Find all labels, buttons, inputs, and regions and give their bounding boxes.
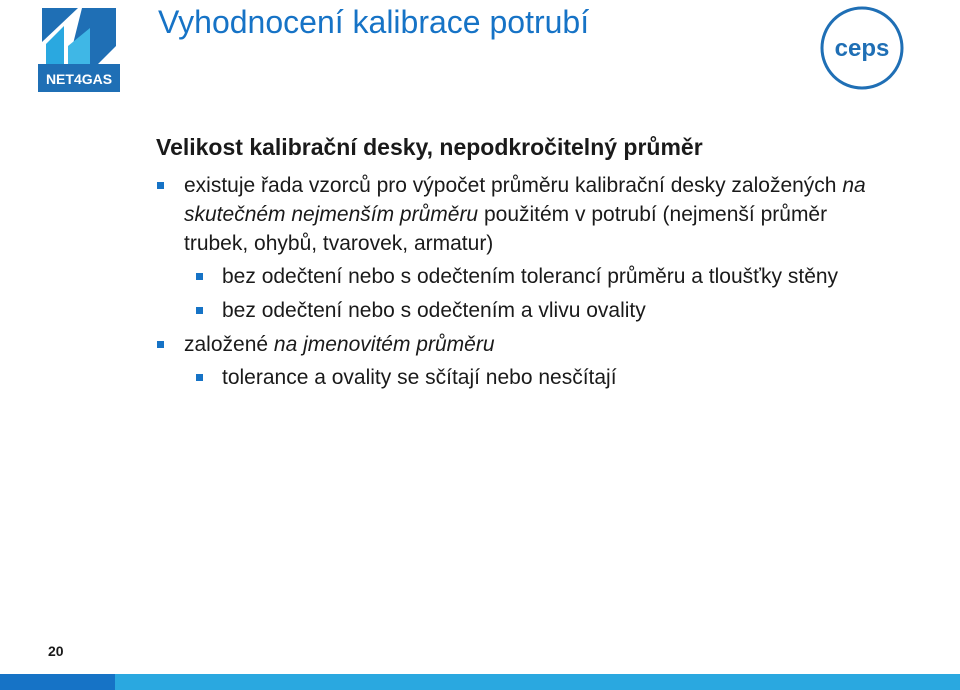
footer-bar-light bbox=[115, 674, 960, 690]
section-heading: Velikost kalibrační desky, nepodkročitelný průměr bbox=[156, 134, 703, 160]
net4gas-logo-text: NET4GAS bbox=[45, 71, 113, 87]
square-bullet-icon bbox=[196, 307, 203, 314]
square-bullet-icon bbox=[196, 273, 203, 280]
sub-list-item: bez odečtení nebo s odečtením a vlivu ovality bbox=[154, 296, 894, 326]
footer-bar bbox=[0, 674, 960, 690]
footer-bar-dark bbox=[0, 674, 115, 690]
page-title: Vyhodnocení kalibrace potrubí bbox=[158, 4, 590, 40]
ceps-logo-text: ceps bbox=[834, 35, 890, 62]
square-bullet-icon bbox=[157, 341, 164, 348]
net4gas-logo bbox=[38, 6, 120, 92]
page-number: 20 bbox=[48, 643, 64, 659]
list-item: založené na jmenovitém průměru bbox=[154, 330, 894, 359]
sub-list-item: tolerance a ovality se sčítají nebo nesčítají bbox=[154, 363, 894, 393]
list-item: existuje řada vzorců pro výpočet průměru kalibrační desky založených na skutečném nejmenším průměru použitém v potrubí (nejmenší průměr trubek, ohybů, tvarovek, armatur) bbox=[154, 171, 894, 258]
ceps-logo bbox=[818, 4, 906, 92]
sub-list-item: bez odečtení nebo s odečtením tolerancí průměru a tloušťky stěny bbox=[154, 262, 894, 292]
slide-content bbox=[154, 134, 894, 397]
bullet-list bbox=[154, 171, 894, 393]
square-bullet-icon bbox=[196, 374, 203, 381]
square-bullet-icon bbox=[157, 182, 164, 189]
